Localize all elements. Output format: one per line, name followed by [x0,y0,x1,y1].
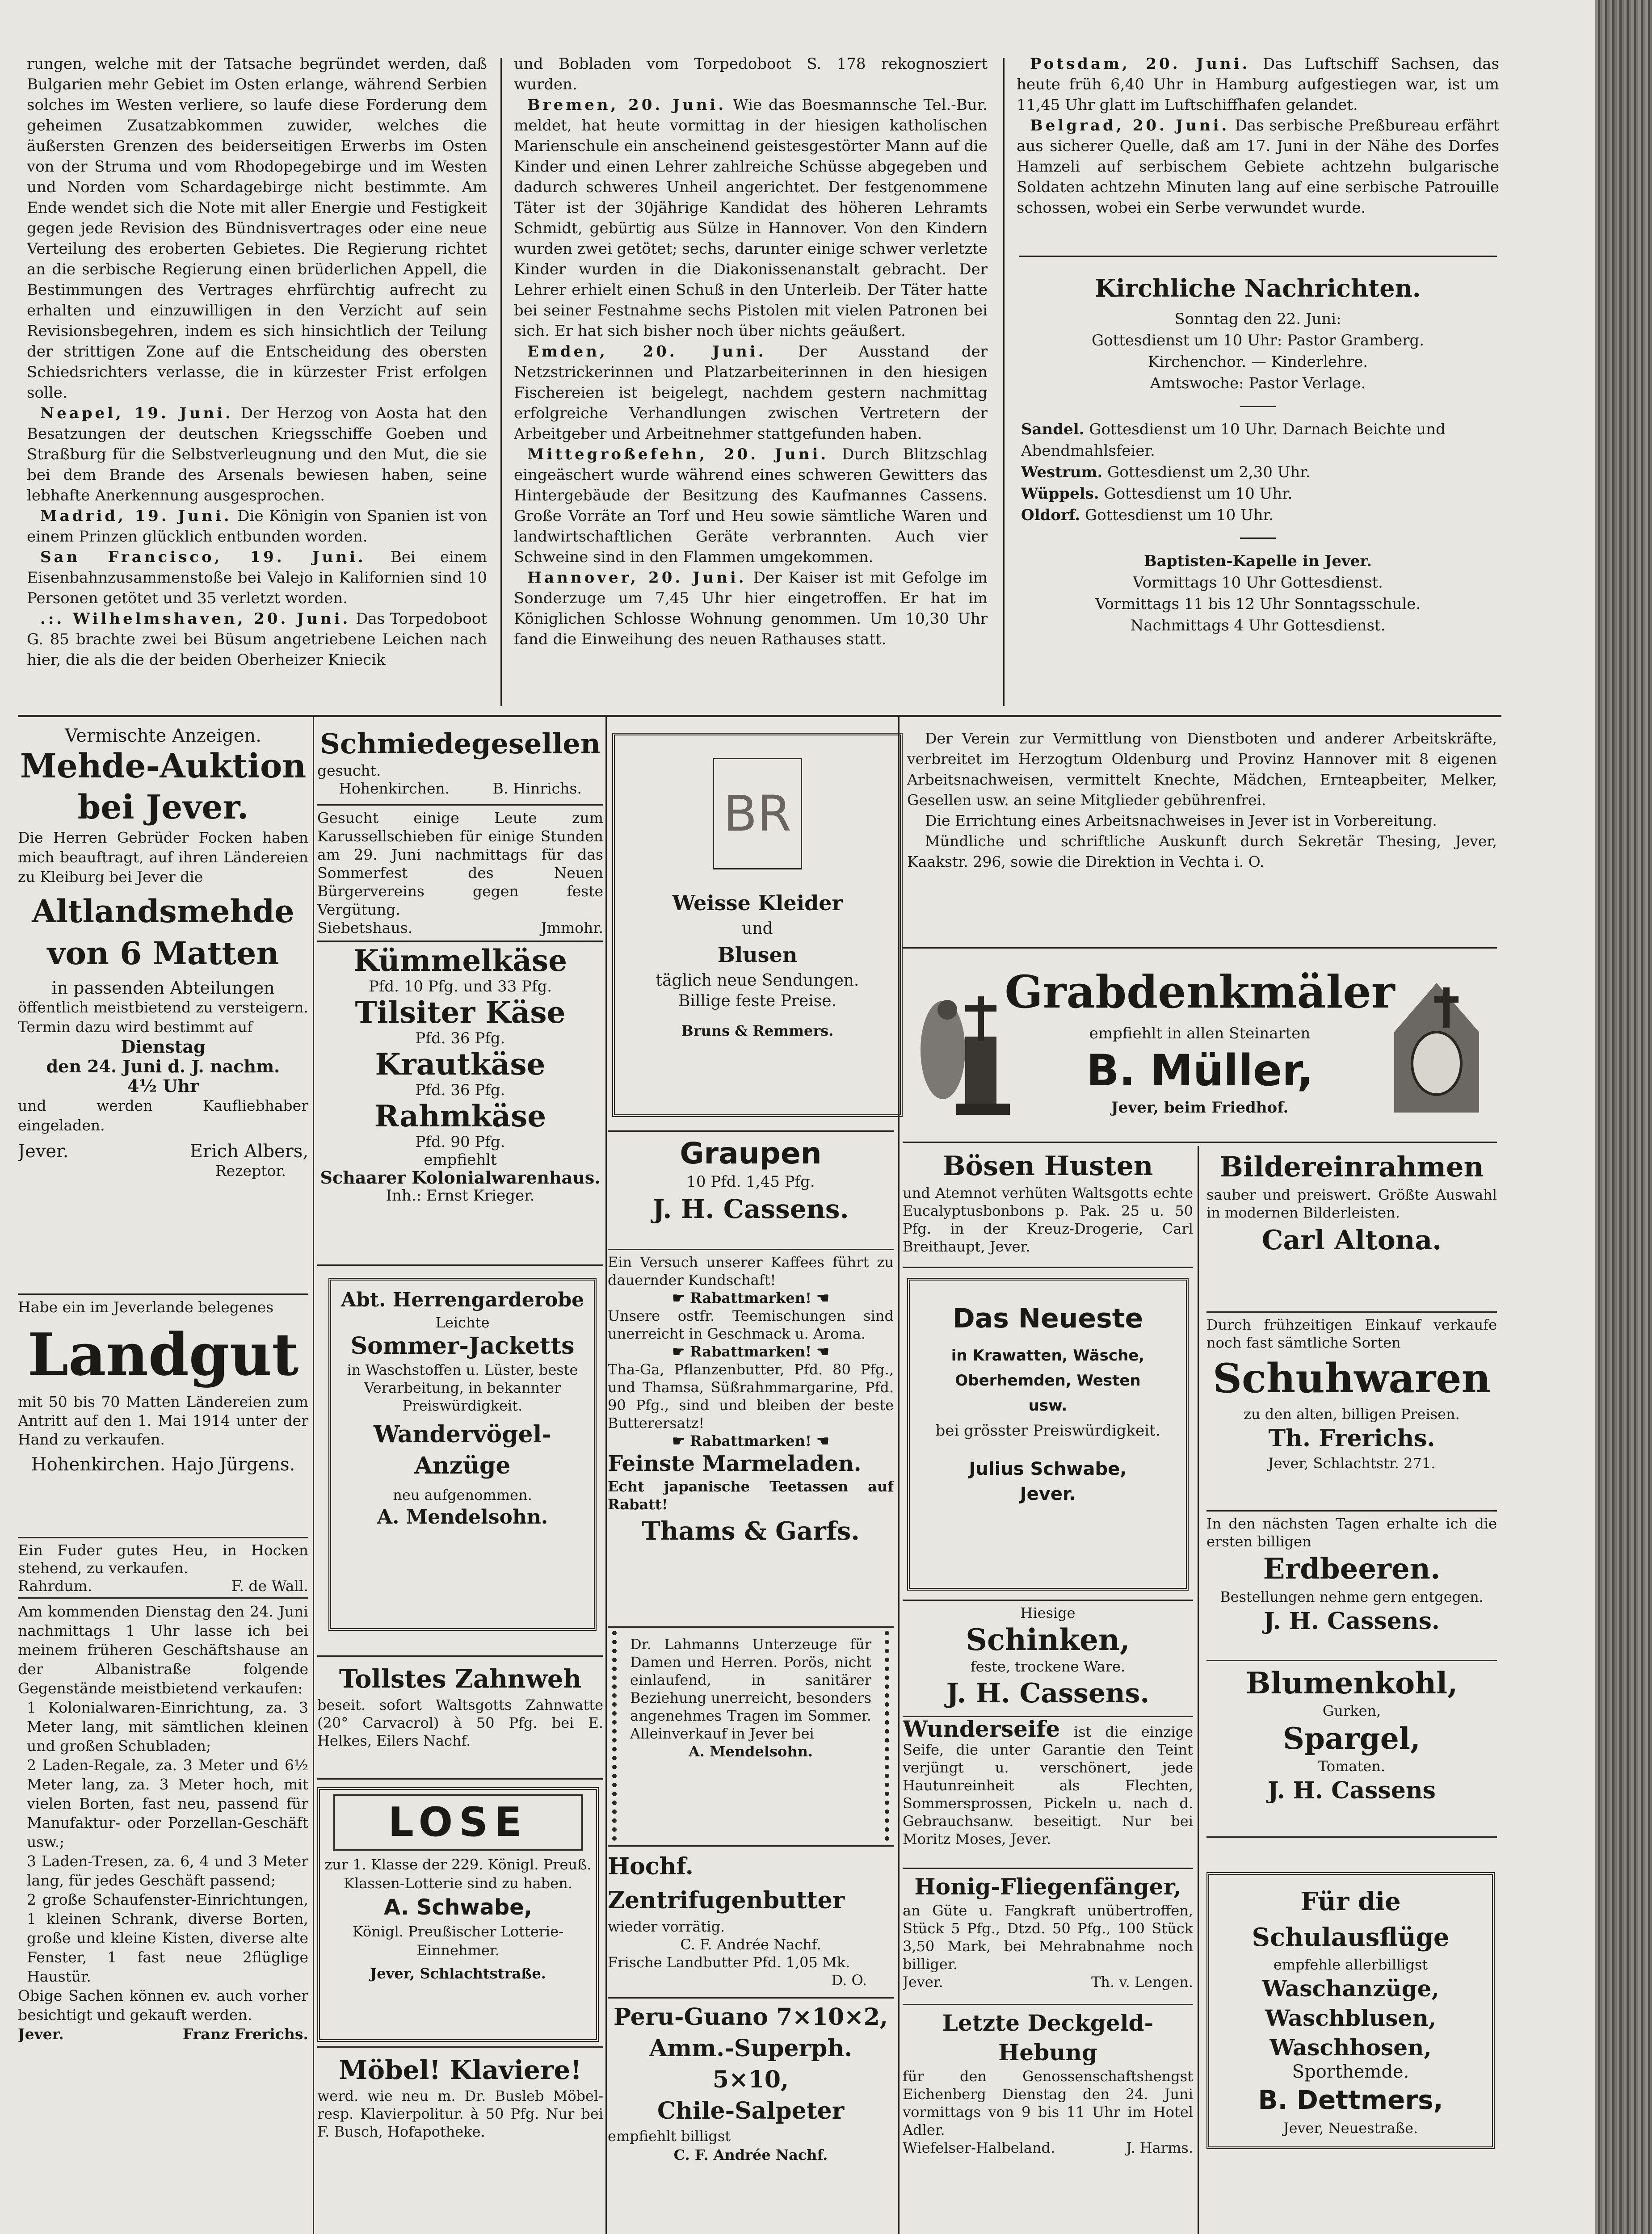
angel-illustration [912,970,1014,1117]
shop-name: B. Dettmers, [1258,2085,1443,2115]
ad-title: Erdbeeren. [1263,1552,1441,1586]
ad-text: in Waschstoffen u. Lüster, beste Verarbeitung, in bekannter Preiswürdigkeit. [347,1361,578,1414]
news-text: Das Luftschiff Sachsen, das heute früh 6,40 Uhr in Hamburg aufgestiegen war, ist um 11,45 Uhr glatt im Luftschiffhafen gelandet. [1017,55,1499,114]
ad-text: Gesucht einige Leute zum Karussellschieben für einige Stunden am 29. Juni nachmittags für das Sommerfest des Neuen Bürgervereins gegen feste Vergütung. [317,809,603,918]
ad-kaffee [608,1253,894,1624]
ad-text: neu aufgenommen. [393,1487,532,1503]
ad-text: beseit. sofort Waltsgotts Zahnwatte (20° Carvacrol) à 50 Pfg. bei E. Helkes, Eilers Nachf. [317,1696,603,1749]
product-price: Pfd. 10 Pfg. und 33 Pfg. [368,978,552,995]
church-line: Kirchenchor. — Kinderlehre. [1148,353,1368,371]
ad-text: Oberhemden, Westen [955,1372,1141,1390]
ad-text: Frische Landbutter Pfd. 1,05 Mk. [608,1954,850,1971]
news-text: Der Herzog von Aosta hat den Besatzungen der deutschen Kriegsschiffe Goeben und Straßburg für die Selbstverleugnung und den Mut, die sie bei dem Brande des Arsenals bewiesen haben, seine lebhafte Anerkennung ausgesprochen. [27,404,487,504]
rabatt-text: Rabattmarken! [689,1289,812,1306]
divider [903,1267,1193,1268]
ad-place: Jever. [18,2025,64,2043]
ad-text: mit 50 bis 70 Matten Ländereien zum Antritt auf den 1. Mai 1914 unter der Hand zu verkaufen. [18,1393,308,1448]
shop-name: Schaarer Kolonialwarenhaus. [320,1167,601,1188]
product-price: Pfd. 36 Pfg. [415,1081,505,1099]
place-name: Sandel. [1021,420,1085,438]
ad-das-neueste [907,1278,1189,1591]
ad-text: zur 1. Klasse der 229. Königl. Preuß. Klassen-Lotterie sind zu haben. [324,1856,592,1892]
ad-role: Rezeptor. [215,1162,286,1180]
ad-text: ist die einzige Seife, die unter Garantie den Teint verjüngt u. verschönert, jede Hautunreinheit als Flechten, Sommersprossen, Pickeln u. nach d. Gebrauchsanw. beseitigt. Nur bei Moritz Moses, Jever. [903,1723,1193,1848]
ad-title: Tollstes Zahnweh [339,1664,582,1694]
news-column-3 [1017,54,1499,241]
news-text: Die Königin von Spanien ist von einem Prinzen glücklich entbunden worden. [27,507,487,546]
ad-text: zu den alten, billigen Preisen. [1244,1406,1460,1423]
ad-text: empfiehlt in allen Steinarten [1089,1025,1311,1042]
dateline: Bremen, 20. Juni. [527,96,727,114]
ad-husten [903,1148,1193,1264]
shop-name: A. Mendelsohn. [377,1506,548,1529]
ad-text: für den Genossenschaftshengst Eichenberg Dienstag den 24. Juni vormittags von 9 bis 11 Uhr im Hotel Adler. [903,2068,1193,2138]
ad-text: werd. wie neu m. Dr. Busleb Möbel-resp. Klavierpolitur. à 50 Pfg. Nur bei F. Busch, Hofapotheke. [317,2087,603,2140]
ad-title: Wunderseife [903,1720,1060,1742]
shop-name: C. F. Andrée Nachf. [673,2146,828,2163]
dateline: Madrid, 19. Juni. [40,507,232,525]
list-item: 1 Kolonialwaren-Einrichtung, za. 3 Meter lang, mit sämtlichen kleinen und großen Schubladen; [27,1699,308,1755]
ad-text: und werden Kaufliebhaber eingeladen. [18,1097,308,1134]
ad-peru-guano [608,2002,894,2167]
ad-address: Jever, Schlachtstraße. [370,1965,546,1982]
ad-text: Billige feste Preise. [678,992,837,1010]
column-rule [1003,58,1005,706]
product-line: Peru-Guano 7×10×2, [613,2003,888,2031]
rabatt-text: Rabattmarken! [689,1343,812,1360]
ad-wunderseife [903,1720,1193,1863]
ad-place: Jever. [1020,1484,1076,1504]
news-text: Wie das Boesmannsche Tel.-Bur. meldet, hat heute vormittag in der hiesigen katholischen Marienschule ein anscheinend geistesgestörter Mann auf die Kinder und einen Lehrer zahlreiche Schüsse abgegeben und dadurch schweres Unheil angerichtet. Der festgenommene Täter ist der 30jährige Kandidat des höheren Lehramts Schmidt, gebürtig aus Sülze in Hannover. Von den Kindern wurden zwei getötet; sechs, darunter einige schwer verletzte Kinder wurden in die Diakonissenanstalt gebracht. Der Lehrer erhielt einen Schuß in den Unterleib. Der Täter hatte bei seiner Festnahme sechs Pistolen mit vielen Patronen bei sich. Er hat sich bisher noch über nichts geäußert. [514,96,988,340]
place-text: Gottesdienst um 10 Uhr. [1085,506,1274,524]
ad-title: Bösen Husten [942,1151,1153,1182]
ad-title: Grabdenkmäler [1005,966,1395,1018]
ad-text: empfiehlt billigst [608,2128,731,2145]
divider [317,1778,603,1780]
divider [903,947,1497,949]
ad-kaese [317,944,603,1261]
shop-name: Carl Altona. [1261,1225,1442,1256]
shop-name: Thams & Garfs. [642,1516,860,1546]
church-place [1021,419,1499,462]
news-paragraph [514,341,988,444]
ad-text: Gurken, [1322,1702,1381,1719]
section-title: Vermischte Anzeigen. [65,726,261,746]
ad-text: empfehle allerbilligst [1273,1956,1428,1973]
shop-name: A. Mendelsohn. [688,1743,813,1760]
ad-zentrifugenbutter [608,1850,894,1993]
news-text: Durch Blitzschlag eingeäschert wurde während eines schweren Gewitters das Hintergebäude der Besitzung des Kaufmannes Cassens. Große Vorräte an Torf und Heu sowie sämtliche Waren und landwirtschaftlichen Geräte verbrannten. Auch vier Schweine sind in den Flammen umgekommen. [514,445,988,566]
rabatt-label: ☛ Rabattmarken! ☚ [672,1289,829,1306]
ad-place: Jever. [18,1141,69,1162]
monument-illustration [1385,970,1488,1117]
divider [903,1716,1193,1717]
ad-fliegenfaenger [903,1872,1193,2002]
divider [317,804,603,806]
book-page-edges [1595,0,1652,2234]
divider [1206,1660,1497,1661]
rabatt-label: ☛ Rabattmarken! ☚ [672,1343,829,1360]
news-paragraph [514,567,988,650]
divider [608,1997,894,1999]
news-paragraph [27,54,487,403]
baptist-title: Baptisten-Kapelle in Jever. [1144,552,1372,570]
shop-name: C. F. Andrée Nachf. [680,1936,821,1953]
place-name: Wüppels. [1021,485,1099,503]
dateline: Mittegroßefehn, 20. Juni. [527,445,829,463]
ad-title: Letzte Deckgeld-Hebung [942,2010,1154,2066]
news-paragraph [514,444,988,567]
divider [1206,1510,1497,1512]
ad-text: an Güte u. Fangkraft unübertroffen, Stück 5 Pfg., Dtzd. 50 Pfg., 100 Stück 3,50 Mark, bei Mehrabnahme noch billiger. [903,1902,1193,1973]
news-text: Das serbische Preßbureau erfährt aus sicherer Quelle, daß am 17. Juni in der Nähe des Dorfes Hamzeli auf serbischem Gebiete achtzehn bulgarische Soldaten achtzehn Minuten lang auf eine serbische Patrouille schossen, wobei ein Serbe verwundet wurde. [1017,117,1499,217]
ad-moebel [317,2053,603,2165]
ad-place: Wiefelser-Halbeland. [903,2139,1055,2156]
ad-signature: B. Hinrichs. [492,780,582,797]
news-text: und Bobladen vom Torpedoboot S. 178 rekognosziert wurden. [514,55,988,93]
section-divider [18,715,1501,717]
ad-headline: Waschanzüge, Waschblusen, Waschhosen, [1262,1975,1439,2061]
ad-text: Obige Sachen können ev. auch vorher besichtigt und gekauft werden. [18,1987,308,2024]
ad-headline: Feinste Marmeladen. [608,1451,862,1476]
ad-title: Schmiedegesellen [320,727,601,760]
ad-date: Dienstag [121,1037,206,1057]
ad-karussell [317,809,603,938]
ad-erdbeeren [1206,1515,1497,1653]
ad-text: usw. [1028,1397,1068,1415]
news-column-1 [27,54,487,701]
divider [903,1868,1193,1869]
list-item: 3 Laden-Tresen, za. 6, 4 und 3 Meter lang, für jedes Geschäft passend; [27,1852,308,1889]
divider [18,1597,308,1599]
place-text: Gottesdienst um 10 Uhr. [1104,485,1293,503]
ad-text: täglich neue Sendungen. [656,971,859,990]
ad-signature: Erich Albers, [189,1141,308,1162]
ad-deckgeld [903,2008,1193,2169]
ad-signature: Hohenkirchen. Hajo Jürgens. [31,1454,295,1475]
ad-grabdenkmaeler [903,952,1497,1153]
ad-address: Jever, beim Friedhof. [1111,1099,1289,1117]
ad-graupen [608,1135,894,1247]
ad-title: Schinken, [966,1622,1130,1657]
ad-text: Sporthemde. [1292,2062,1409,2082]
ad-signature: Jmmohr. [541,919,603,936]
divider [317,2046,603,2048]
ad-date: den 24. Juni d. J. nachm. 4½ Uhr [46,1056,280,1096]
ad-text: Ein Versuch unserer Kaffees führt zu dauernder Kundschaft! [608,1254,894,1289]
ad-schinken [903,1604,1193,1716]
shop-name: B. Müller, [1086,1046,1313,1096]
shop-name: Bruns & Remmers. [681,1022,834,1039]
column-rule [1198,1146,1199,2234]
ad-schulausfluege [1206,1872,1495,2149]
ad-text: Hiesige [1020,1604,1076,1621]
ad-weisse-kleider [612,733,903,1117]
church-line: Gottesdienst um 10 Uhr: Pastor Gramberg. [1091,332,1425,349]
ad-title: Schuhwaren [1212,1355,1491,1402]
shop-name: J. H. Cassens. [1263,1608,1440,1635]
divider [317,941,603,942]
divider [608,1249,894,1250]
ad-place: Hohenkirchen. [339,780,450,797]
product-line: Chile-Salpeter [657,2097,845,2125]
dateline: Belgrad, 20. Juni. [1030,117,1230,134]
news-paragraph [1017,54,1499,115]
ad-signature: J. Harms. [1126,2139,1193,2156]
divider [317,1655,603,1657]
ad-title: Blusen [717,943,798,967]
shop-name: J. H. Cassens [1268,1777,1436,1804]
ad-title: Das Neueste [952,1303,1143,1334]
baptist-line: Vormittags 11 bis 12 Uhr Sonntagsschule. [1095,595,1421,613]
ad-address: Jever, Schlachtstr. 271. [1268,1455,1436,1472]
logo-text: BR [723,785,791,842]
ad-text: Königl. Preußischer Lotterie-Einnehmer. [352,1923,563,1959]
ad-text: Echt japanische Teetassen auf Rabatt! [608,1478,894,1513]
ad-headline: Wandervögel-Anzüge [374,1421,551,1479]
ad-title: Bildereinrahmen [1219,1151,1484,1183]
church-place [1021,504,1499,526]
divider [1206,1836,1497,1838]
ad-address: Jever, Neuestraße. [1283,2120,1418,2137]
ad-text: in passenden Abteilungen [51,978,275,998]
ad-text: Dr. Lahmanns Unterzeuge für Damen und Herren. Porös, nicht einlaufend, in sanitärer Beziehung unerreicht, besonders angenehmes Tragen im Sommer. Alleinverkauf in Jever bei [630,1636,871,1742]
ad-text: Bestellungen nehme gern entgegen. [1220,1588,1484,1605]
ad-place: Siebetshaus. [317,919,413,936]
ad-text: Unsere ostfr. Teemischungen sind unerreicht in Geschmack u. Aroma. [608,1307,894,1342]
divider [903,1142,1497,1143]
product-price: Pfd. 36 Pfg. [415,1029,505,1047]
shop-name: J. H. Cassens. [652,1194,849,1224]
baptist-line: Nachmittags 4 Uhr Gottesdienst. [1130,617,1386,634]
ad-text: sauber und preiswert. Größte Auswahl in modernen Bilderleisten. [1206,1186,1497,1221]
ad-signature: Franz Frerichs. [182,2025,308,2043]
news-paragraph [514,54,988,95]
column-rule [313,717,314,2234]
product-name: Tilsiter Käse [355,995,566,1030]
ad-text: Der Verein zur Vermittlung von Dienstboten und anderer Arbeitskräfte, verbreitet im Herzogtum Oldenburg und Provinz Hannover mit 8 eigenen Arbeitsnachweisen, vermittelt Knechte, Mädchen, Ernteарbeiter, Melker, Gesellen usw. an seine Mitglieder gebührenfrei. [907,730,1497,809]
ad-text: Habe ein im Jeverlande belegenes [18,1298,274,1316]
ad-headline: Landgut [27,1320,299,1389]
column-rule [500,58,502,706]
church-place [1021,462,1499,483]
ad-text: empfiehlt [424,1151,497,1169]
ad-geschaefts-auktion [18,1602,308,2234]
ad-text: Die Herren Gebrüder Focken haben mich beauftragt, auf ihren Ländereien zu Kleiburg bei Jever die [18,829,308,886]
ad-text: Die Errichtung eines Arbeitsnachweises in Jever ist in Vorbereitung. [925,812,1437,829]
column-rule [605,717,607,2234]
news-paragraph [27,506,487,547]
ad-text: Durch frühzeitigen Einkauf verkaufe noch fast sämtliche Sorten [1206,1316,1497,1351]
church-title: Kirchliche Nachrichten. [1095,274,1421,302]
ad-title: Für die Schulausflüge [1252,1887,1450,1952]
rabatt-text: Rabattmarken! [689,1432,812,1449]
ad-text: In den nächsten Tagen erhalte ich die ersten billigen [1206,1515,1497,1550]
ad-schuhwaren [1206,1316,1497,1503]
ad-text: wieder vorrätig. [608,1918,725,1935]
shop-name: Julius Schwabe, [969,1459,1127,1479]
ad-signature: F. de Wall. [231,1577,308,1595]
ad-herrengarderobe [328,1278,597,1631]
church-news [1017,268,1499,710]
ad-title: Möbel! Klaviere! [339,2055,582,2085]
divider [317,1264,603,1266]
ad-text: und Atemnot verhüten Waltsgotts echte Eucalyptusbonbons p. Pak. 25 u. 50 Pfg. in der Kreuz-Drogerie, Carl Breithaupt, Jever. [903,1184,1193,1255]
ad-heu [18,1541,308,1595]
ad-lose [317,1787,599,2042]
ad-price: 10 Pfd. 1,45 Pfg. [686,1173,815,1191]
ad-text: gesucht. [317,762,381,779]
column-rule [898,717,900,2234]
ad-text: bei grösster Preiswürdigkeit. [935,1422,1160,1440]
news-text: rungen, welche mit der Tatsache begründet werden, daß Bulgarien mehr Gebiet im Osten erlange, während Serbien solches im Westen verliere, so laufe diese Forderung dem geheimen Zusatzabkommen zuwider, welches die äußersten Grenzen des beiderseitigen Erwerbs im Osten von der Struma und vom Rhodopegebirge und im Westen und Norden vom Schardagebirge nicht bestimmte. Am Ende wendet sich die Note mit aller Energie und Festigkeit gegen jede Revision des Bündnisvertrages oder eine neue Verteilung des eroberten Gebietes. Die Regierung richtet an die serbische Regierung einen brüderlichen Appell, die Bestimmungen des Vertrages ehrfürchtig aufrecht zu erhalten und einzuwilligen in den Verzicht auf sein Revisionsbegehren, indem es sich hinsichtlich der Teilung der strittigen Zone auf die Entscheidung des obersten Schiedsrichters verlasse, die in kürzester Frist erfolgen solle. [27,55,487,402]
ad-signature: Th. v. Lengen. [1091,1974,1193,1990]
product-price: Pfd. 90 Pfg. [415,1133,505,1151]
ad-text: Tha-Ga, Pflanzenbutter, Pfd. 80 Pfg., und Thamsa, Süßrahmmargarine, Pfd. 90 Pfg., sind und bleiben der beste Butterersatz! [608,1361,894,1432]
ad-title: Blumenkohl, [1245,1666,1458,1701]
news-paragraph [27,403,487,506]
news-paragraph [1017,115,1499,218]
shop-name: Th. Frerichs. [1268,1425,1435,1452]
rabatt-label: ☛ Rabattmarken! ☚ [672,1432,829,1449]
ad-lahmann [612,1631,889,1841]
ad-place: Jever. [903,1974,943,1990]
ad-text: Mündliche und schriftliche Auskunft durch Sekretär Thesing, Jever, Kaakstr. 296, sowie die Direktion in Vechta i. O. [907,832,1497,870]
divider [608,1845,894,1847]
dateline: Neapel, 19. Juni. [40,404,233,422]
shop-name: J. H. Cassens. [946,1678,1150,1709]
dateline: Potsdam, 20. Juni. [1030,55,1250,73]
ad-zahnweh [317,1662,603,1774]
ad-place: Rahrdum. [18,1577,92,1595]
ad-signature: D. O. [831,1972,867,1989]
shop-name: A. Schwabe, [383,1895,533,1920]
divider [18,1537,308,1538]
ad-text: und [742,920,773,938]
dateline: San Francisco, 19. Juni. [40,548,366,566]
divider [1206,1311,1497,1313]
dateline: Emden, 20. Juni. [527,343,766,361]
divider [608,1130,894,1132]
divider [1019,256,1497,257]
list-item: 2 Laden-Regale, za. 3 Meter und 6½ Meter lang, za. 3 Meter hoch, mit vielen Borten, fast neu, passend für Manufaktur- oder Porzellan-Geschäft usw.; [27,1756,308,1851]
news-paragraph [27,547,487,609]
ad-blumenkohl [1206,1664,1497,1830]
product-line: Amm.-Superph. 5×10, [649,2035,853,2093]
divider [903,1600,1193,1601]
ad-title: LOSE [333,1794,583,1851]
product-name: Krautkäse [375,1047,546,1082]
ad-title: Graupen [680,1136,822,1171]
ad-bildereinrahmen [1206,1148,1497,1309]
ad-title: Spargel, [1283,1721,1421,1756]
ad-title: Hochf. Zentrifugenbutter [608,1853,845,1914]
news-text: Der Kaiser ist mit Gefolge im Sonderzuge um 7,45 Uhr hier eingetroffen. Er hat im Königlichen Schlosse Wohnung genommen. Um 10,30 Uhr fand die Einweihung des neuen Rathauses statt. [514,569,988,648]
ad-headline: Sommer-Jacketts [350,1332,575,1360]
news-paragraph [27,609,487,670]
ad-text: in Krawatten, Wäsche, [951,1347,1145,1365]
church-date: Sonntag den 22. Juni: [1174,310,1341,328]
ad-text: Leichte [435,1314,490,1331]
news-text: Der Ausstand der Netzstrickerinnen und Platzarbeiterinnen in den hiesigen Fischereien ist beigelegt, nachdem gestern nachmittag erfolgreiche Verhandlungen zwischen Vertretern der Arbeitgeber und Arbeitnehmer stattgefunden haben. [514,343,988,443]
place-text: Gottesdienst um 2,30 Uhr. [1107,463,1311,481]
dateline: .:. Wilhelmshaven, 20. Juni. [40,610,351,628]
place-name: Westrum. [1021,463,1103,481]
ad-title: Abt. Herrengarderobe [340,1289,584,1311]
product-name: Rahmkäse [374,1099,546,1134]
shop-owner: Inh.: Ernst Krieger. [386,1187,535,1205]
ad-text: feste, trockene Ware. [970,1658,1126,1675]
product-name: Kümmelkäse [353,944,567,978]
divider [18,1293,308,1295]
place-name: Oldorf. [1021,506,1080,524]
news-paragraph [514,95,988,341]
ad-text: Tomaten. [1318,1758,1386,1775]
church-place [1021,483,1499,504]
ad-mehde-auktion [18,726,308,1289]
place-text: Gottesdienst um 10 Uhr. Darnach Beichte und Abendmahlsfeier. [1021,420,1446,460]
ad-landgut [18,1298,308,1544]
divider [608,1626,894,1628]
dateline: Hannover, 20. Juni. [527,569,747,587]
news-text: Bei einem Eisenbahnzusammenstoße bei Valejo in Kalifornien sind 10 Personen getötet und 35 verletzt worden. [27,548,487,607]
ad-headline: Altlandsmehde von 6 Matten [32,893,294,972]
ad-title: Honig-Fliegenfänger, [914,1873,1181,1900]
ad-verein [907,728,1497,952]
ad-text: Ein Fuder gutes Heu, in Hocken stehend, zu verkaufen. [18,1541,308,1577]
baptist-line: Vormittags 10 Uhr Gottesdienst. [1133,574,1383,592]
ad-title: Mehde-Auktion bei Jever. [20,747,307,827]
logo-br [713,758,802,869]
news-text: Das Torpedoboot G. 85 brachte zwei bei Büsum angetriebene Leichen nach hier, die als die der beiden Oberheizer Kniecik [27,610,487,669]
divider [903,2004,1193,2005]
ad-text: öffentlich meistbietend zu versteigern. Termin dazu wird bestimmt auf [18,999,308,1036]
ad-schmied [317,726,603,802]
ad-title: Weisse Kleider [672,891,843,915]
ad-text: Am kommenden Dienstag den 24. Juni nachmittags 1 Uhr lasse ich bei meinem früheren Geschäftshause an der Albanistraße folgende Gegenstände meistbietend verkaufen: [18,1603,308,1697]
church-line: Amtswoche: Pastor Verlage. [1150,374,1366,392]
news-column-2 [514,54,988,701]
list-item: 2 große Schaufenster-Einrichtungen, 1 kleinen Schrank, diverse Borten, große und kleine Kisten, diverse alte Fenster, 1 fast neue 2flüglige Haustür. [27,1891,308,1985]
